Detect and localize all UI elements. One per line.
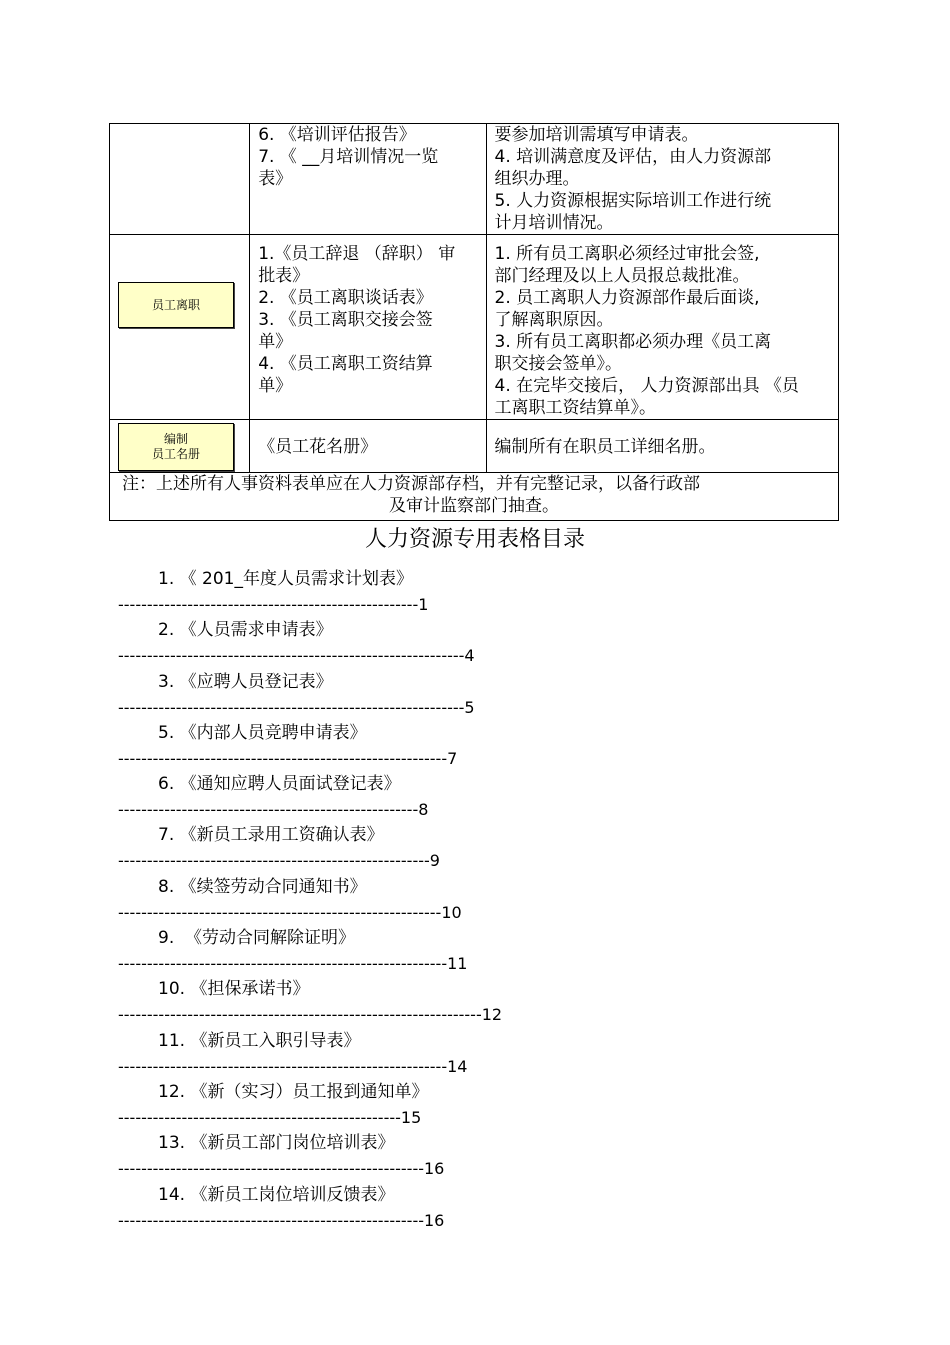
catalog-item-page: ---------------------------------------------------------14: [118, 1056, 468, 1076]
catalog-item: [118, 671, 818, 722]
stage-box-label: 员工名册: [151, 447, 200, 461]
catalog-item-title: 13. 《新员工部门岗位培训表》: [158, 1133, 395, 1154]
catalog-item: [118, 978, 818, 1029]
catalog-item: [118, 1184, 818, 1235]
stage-cell: [110, 124, 250, 235]
catalog-item-page: ------------------------------------------------------9: [118, 851, 440, 871]
catalog-item: [118, 568, 818, 619]
stage-box-label: 编制: [163, 432, 188, 446]
table-row: [110, 124, 839, 235]
catalog-item: [118, 1081, 818, 1132]
catalog-item-title: 5. 《内部人员竞聘申请表》: [158, 722, 367, 743]
rule-line: 职交接会签单》。: [494, 354, 622, 374]
catalog-item-title: 12. 《新（实习）员工报到通知单》: [158, 1081, 429, 1102]
rule-line: 4. 培训满意度及评估，由人力资源部: [494, 147, 772, 167]
catalog-item-page: ------------------------------------------------------------5: [118, 697, 475, 717]
catalog-item-page: ----------------------------------------------------8: [118, 800, 429, 820]
catalog-item-title: 3. 《应聘人员登记表》: [158, 671, 333, 692]
rule-line: 4. 在完毕交接后， 人力资源部出具 《员: [494, 376, 799, 396]
rule-line: 部门经理及以上人员报总裁批准。: [494, 266, 750, 286]
catalog-item-title: 10. 《担保承诺书》: [158, 979, 310, 1000]
catalog-item-title: 6. 《通知应聘人员面试登记表》: [158, 774, 401, 795]
note-line: 及审计监察部门抽查。: [389, 496, 559, 516]
rule-line: 编制所有在职员工详细名册。: [494, 437, 716, 457]
catalog-item-page: -----------------------------------------------------16: [118, 1159, 445, 1179]
catalog-item-title: 14. 《新员工岗位培训反馈表》: [158, 1184, 395, 1205]
form-line: 表》: [258, 169, 293, 189]
note-line: 注：上述所有人事资料表单应在人力资源部存档，并有完整记录，以备行政部: [122, 474, 700, 494]
note-cell: [110, 473, 839, 521]
catalog-item: [118, 876, 818, 927]
catalog-item-title: 7. 《新员工录用工资确认表》: [158, 825, 384, 846]
catalog-item-page: ---------------------------------------------------------------12: [118, 1005, 503, 1025]
stage-box: [118, 423, 234, 471]
catalog-item-page: ------------------------------------------------------------4: [118, 646, 475, 666]
stage-cell: [110, 235, 250, 420]
table-row: [110, 420, 839, 473]
stage-cell: [110, 420, 250, 473]
rule-line: 了解离职原因。: [494, 310, 614, 330]
rules-cell: [486, 124, 839, 235]
catalog-item-page: --------------------------------------------------------10: [118, 902, 462, 922]
form-line: 《员工花名册》: [258, 437, 378, 457]
catalog-item-title: 1. 《 201_年度人员需求计划表》: [158, 569, 413, 589]
catalog-item: [118, 619, 818, 670]
form-line: 3. 《员工离职交接会签: [258, 310, 433, 330]
form-line: 4. 《员工离职工资结算: [258, 354, 433, 374]
stage-box-label: 员工离职: [151, 297, 200, 312]
rule-line: 2. 员工离职人力资源部作最后面谈,: [494, 288, 760, 308]
catalog-item: [118, 1030, 818, 1081]
catalog-item-page: -----------------------------------------------------16: [118, 1210, 445, 1230]
catalog-item-page: -------------------------------------------------15: [118, 1107, 422, 1127]
rule-line: 工离职工资结算单》。: [494, 398, 656, 418]
catalog-item: [118, 927, 818, 978]
note-row: [110, 473, 839, 521]
catalog-item-title: 8. 《续签劳动合同通知书》: [158, 876, 367, 897]
catalog-item: [118, 722, 818, 773]
catalog-item: [118, 824, 818, 875]
rule-line: 要参加培训需填写申请表。: [494, 125, 699, 145]
form-line: 批表》: [258, 266, 310, 286]
form-line: 6. 《培训评估报告》: [258, 125, 416, 145]
rules-cell: [486, 420, 839, 473]
catalog-item-page: ---------------------------------------------------------7: [118, 748, 458, 768]
form-line: 7. 《 __月培训情况一览: [258, 147, 439, 167]
rule-line: 组织办理。: [494, 169, 580, 189]
catalog-item: [118, 1132, 818, 1183]
catalog-item-page: ----------------------------------------------------1: [118, 595, 429, 614]
rule-line: 计月培训情况。: [494, 213, 614, 233]
catalog-title: 人力资源专用表格目录: [364, 527, 585, 552]
form-line: 1.《员工辞退 （辞职） 审: [258, 244, 456, 264]
process-table: [109, 123, 839, 521]
rule-line: 5. 人力资源根据实际培训工作进行统: [494, 191, 772, 211]
catalog-item: [118, 773, 818, 824]
forms-cell: [250, 124, 486, 235]
rules-cell: [486, 235, 839, 420]
rule-line: 3. 所有员工离职都必须办理《员工离: [494, 332, 772, 352]
catalog-list: [118, 568, 818, 1235]
table-row: [110, 235, 839, 420]
rule-line: 1. 所有员工离职必须经过审批会签,: [494, 244, 760, 264]
form-line: 2. 《员工离职谈话表》: [258, 288, 433, 308]
forms-cell: [250, 235, 486, 420]
catalog-item-page: ---------------------------------------------------------11: [118, 954, 468, 974]
catalog-item-title: 11. 《新员工入职引导表》: [158, 1030, 361, 1051]
form-line: 单》: [258, 376, 293, 396]
forms-cell: [250, 420, 486, 473]
catalog-item-title: 9. 《劳动合同解除证明》: [158, 928, 356, 949]
form-line: 单》: [258, 332, 293, 352]
catalog-item-title: 2. 《人员需求申请表》: [158, 620, 333, 641]
stage-box: [118, 282, 234, 328]
